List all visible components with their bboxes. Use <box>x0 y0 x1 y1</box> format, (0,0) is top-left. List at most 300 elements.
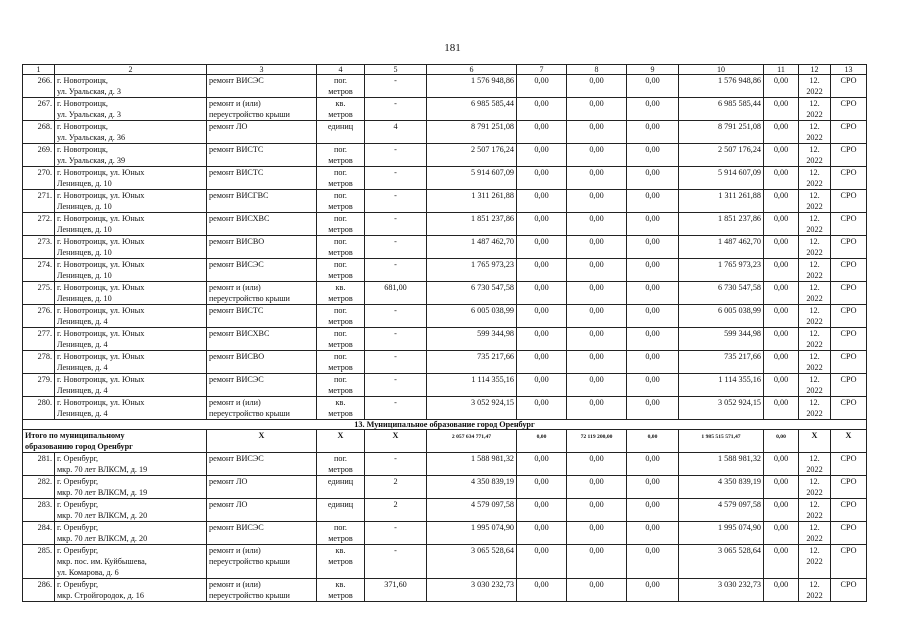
cost-col8-cell: 0,00 <box>567 75 627 98</box>
unit-cell: пог. метров <box>317 144 365 167</box>
column-header: 1 <box>23 65 55 75</box>
work-type-cell: ремонт ВИСВО <box>207 236 317 259</box>
quantity-cell: - <box>365 351 427 374</box>
cost-col11-cell: 0,00 <box>764 75 799 98</box>
address-cell: г. Новотроицк, ул. Юных Ленинцев, д. 4 <box>55 374 207 397</box>
column-header: 9 <box>627 65 679 75</box>
cost-col7-cell: 0,00 <box>517 75 567 98</box>
cost-col10-cell: 4 350 839,19 <box>679 476 764 499</box>
total-col8: 72 119 200,00 <box>567 430 627 453</box>
cost-col7-cell: 0,00 <box>517 167 567 190</box>
row-number: 273. <box>23 236 55 259</box>
table-row <box>23 98 867 121</box>
work-type-cell: ремонт и (или) переустройство крыши <box>207 397 317 420</box>
x-mark: X <box>317 430 365 453</box>
total-cost-cell: 1 588 981,32 <box>427 453 517 476</box>
column-header: 10 <box>679 65 764 75</box>
total-label: Итого по муниципальному образованию город Оренбург <box>23 430 207 453</box>
cost-col9-cell: 0,00 <box>627 98 679 121</box>
cost-col7-cell: 0,00 <box>517 259 567 282</box>
total-col9: 0,00 <box>627 430 679 453</box>
cost-col8-cell: 0,00 <box>567 499 627 522</box>
address-cell: г. Новотроицк, ул. Уральская, д. 36 <box>55 121 207 144</box>
cost-col9-cell: 0,00 <box>627 351 679 374</box>
cost-col7-cell: 0,00 <box>517 236 567 259</box>
x-mark: X <box>799 430 831 453</box>
total-cost-cell: 1 995 074,90 <box>427 522 517 545</box>
work-type-cell: ремонт ЛО <box>207 476 317 499</box>
table-row <box>23 75 867 98</box>
column-header: 7 <box>517 65 567 75</box>
total-cost-cell: 1 487 462,70 <box>427 236 517 259</box>
cost-col9-cell: 0,00 <box>627 397 679 420</box>
column-header: 4 <box>317 65 365 75</box>
column-header: 6 <box>427 65 517 75</box>
row-number: 269. <box>23 144 55 167</box>
cost-col8-cell: 0,00 <box>567 259 627 282</box>
cost-col9-cell: 0,00 <box>627 499 679 522</box>
table-row <box>23 522 867 545</box>
table-row <box>23 476 867 499</box>
address-cell: г. Новотроицк, ул. Юных Ленинцев, д. 4 <box>55 351 207 374</box>
method-cell: СРО <box>831 397 867 420</box>
work-type-cell: ремонт ВИСТС <box>207 305 317 328</box>
cost-col7-cell: 0,00 <box>517 374 567 397</box>
unit-cell: пог. метров <box>317 259 365 282</box>
column-number-row <box>23 65 867 75</box>
cost-col10-cell: 6 730 547,58 <box>679 282 764 305</box>
address-cell: г. Новотроицк, ул. Юных Ленинцев, д. 10 <box>55 167 207 190</box>
address-cell: г. Новотроицк, ул. Уральская, д. 39 <box>55 144 207 167</box>
deadline-cell: 12. 2022 <box>799 351 831 374</box>
column-header: 3 <box>207 65 317 75</box>
cost-col9-cell: 0,00 <box>627 328 679 351</box>
unit-cell: пог. метров <box>317 522 365 545</box>
unit-cell: кв. метров <box>317 397 365 420</box>
quantity-cell: 371,60 <box>365 579 427 602</box>
total-cost-cell: 2 507 176,24 <box>427 144 517 167</box>
cost-col9-cell: 0,00 <box>627 144 679 167</box>
x-mark: X <box>207 430 317 453</box>
cost-col11-cell: 0,00 <box>764 453 799 476</box>
row-number: 274. <box>23 259 55 282</box>
method-cell: СРО <box>831 190 867 213</box>
method-cell: СРО <box>831 579 867 602</box>
cost-col11-cell: 0,00 <box>764 98 799 121</box>
cost-col9-cell: 0,00 <box>627 259 679 282</box>
cost-col10-cell: 599 344,98 <box>679 328 764 351</box>
row-number: 283. <box>23 499 55 522</box>
work-type-cell: ремонт ВИСЭС <box>207 374 317 397</box>
cost-col11-cell: 0,00 <box>764 579 799 602</box>
cost-col11-cell: 0,00 <box>764 167 799 190</box>
quantity-cell: - <box>365 397 427 420</box>
cost-col7-cell: 0,00 <box>517 328 567 351</box>
table-row <box>23 282 867 305</box>
deadline-cell: 12. 2022 <box>799 144 831 167</box>
address-cell: г. Оренбург, мкр. 70 лет ВЛКСМ, д. 19 <box>55 453 207 476</box>
total-cost-cell: 4 350 839,19 <box>427 476 517 499</box>
method-cell: СРО <box>831 328 867 351</box>
cost-col8-cell: 0,00 <box>567 144 627 167</box>
deadline-cell: 12. 2022 <box>799 121 831 144</box>
total-cost-cell: 5 914 607,09 <box>427 167 517 190</box>
cost-col7-cell: 0,00 <box>517 522 567 545</box>
unit-cell: кв. метров <box>317 282 365 305</box>
deadline-cell: 12. 2022 <box>799 213 831 236</box>
cost-col10-cell: 6 005 038,99 <box>679 305 764 328</box>
row-number: 271. <box>23 190 55 213</box>
deadline-cell: 12. 2022 <box>799 397 831 420</box>
address-cell: г. Оренбург, мкр. 70 лет ВЛКСМ, д. 20 <box>55 522 207 545</box>
address-cell: г. Новотроицк, ул. Юных Ленинцев, д. 10 <box>55 190 207 213</box>
cost-col8-cell: 0,00 <box>567 121 627 144</box>
cost-col7-cell: 0,00 <box>517 579 567 602</box>
cost-col8-cell: 0,00 <box>567 167 627 190</box>
total-cost-cell: 599 344,98 <box>427 328 517 351</box>
cost-col11-cell: 0,00 <box>764 282 799 305</box>
cost-col8-cell: 0,00 <box>567 236 627 259</box>
table-row <box>23 144 867 167</box>
row-number: 270. <box>23 167 55 190</box>
cost-col10-cell: 735 217,66 <box>679 351 764 374</box>
method-cell: СРО <box>831 236 867 259</box>
cost-col7-cell: 0,00 <box>517 121 567 144</box>
quantity-cell: 2 <box>365 499 427 522</box>
page-number: 181 <box>444 42 461 54</box>
quantity-cell: - <box>365 453 427 476</box>
column-header: 8 <box>567 65 627 75</box>
work-type-cell: ремонт ВИСЭС <box>207 453 317 476</box>
cost-col11-cell: 0,00 <box>764 351 799 374</box>
cost-col10-cell: 6 985 585,44 <box>679 98 764 121</box>
quantity-cell: - <box>365 98 427 121</box>
cost-col10-cell: 1 995 074,90 <box>679 522 764 545</box>
table-row <box>23 167 867 190</box>
cost-col8-cell: 0,00 <box>567 545 627 579</box>
cost-col11-cell: 0,00 <box>764 328 799 351</box>
cost-col8-cell: 0,00 <box>567 579 627 602</box>
deadline-cell: 12. 2022 <box>799 236 831 259</box>
cost-col10-cell: 1 487 462,70 <box>679 236 764 259</box>
cost-col10-cell: 1 851 237,86 <box>679 213 764 236</box>
total-cost-cell: 3 052 924,15 <box>427 397 517 420</box>
method-cell: СРО <box>831 476 867 499</box>
total-cost-cell: 6 730 547,58 <box>427 282 517 305</box>
method-cell: СРО <box>831 305 867 328</box>
deadline-cell: 12. 2022 <box>799 167 831 190</box>
address-cell: г. Оренбург, мкр. 70 лет ВЛКСМ, д. 20 <box>55 499 207 522</box>
column-header: 2 <box>55 65 207 75</box>
work-type-cell: ремонт ВИСЭС <box>207 259 317 282</box>
cost-col11-cell: 0,00 <box>764 121 799 144</box>
deadline-cell: 12. 2022 <box>799 374 831 397</box>
unit-cell: пог. метров <box>317 305 365 328</box>
method-cell: СРО <box>831 167 867 190</box>
cost-col8-cell: 0,00 <box>567 351 627 374</box>
total-col10: 1 985 515 571,47 <box>679 430 764 453</box>
cost-col11-cell: 0,00 <box>764 522 799 545</box>
unit-cell: единиц <box>317 499 365 522</box>
address-cell: г. Новотроицк, ул. Уральская, д. 3 <box>55 98 207 121</box>
cost-col8-cell: 0,00 <box>567 397 627 420</box>
method-cell: СРО <box>831 121 867 144</box>
cost-col7-cell: 0,00 <box>517 144 567 167</box>
row-number: 282. <box>23 476 55 499</box>
x-mark: X <box>831 430 867 453</box>
x-mark: X <box>365 430 427 453</box>
cost-col10-cell: 3 052 924,15 <box>679 397 764 420</box>
row-number: 278. <box>23 351 55 374</box>
table-row <box>23 374 867 397</box>
unit-cell: пог. метров <box>317 328 365 351</box>
cost-col7-cell: 0,00 <box>517 213 567 236</box>
address-cell: г. Новотроицк, ул. Юных Ленинцев, д. 4 <box>55 397 207 420</box>
cost-col9-cell: 0,00 <box>627 167 679 190</box>
total-cost-cell: 8 791 251,08 <box>427 121 517 144</box>
cost-col8-cell: 0,00 <box>567 213 627 236</box>
table-row <box>23 351 867 374</box>
cost-col8-cell: 0,00 <box>567 98 627 121</box>
section-header-row <box>23 420 867 430</box>
unit-cell: пог. метров <box>317 374 365 397</box>
deadline-cell: 12. 2022 <box>799 579 831 602</box>
work-type-cell: ремонт ВИСХВС <box>207 213 317 236</box>
row-number: 286. <box>23 579 55 602</box>
cost-col8-cell: 0,00 <box>567 328 627 351</box>
table-row <box>23 213 867 236</box>
row-number: 281. <box>23 453 55 476</box>
row-number: 275. <box>23 282 55 305</box>
unit-cell: пог. метров <box>317 167 365 190</box>
quantity-cell: - <box>365 522 427 545</box>
total-cost-cell: 1 114 355,16 <box>427 374 517 397</box>
table-row <box>23 121 867 144</box>
cost-col9-cell: 0,00 <box>627 236 679 259</box>
cost-col7-cell: 0,00 <box>517 476 567 499</box>
unit-cell: пог. метров <box>317 236 365 259</box>
cost-col9-cell: 0,00 <box>627 190 679 213</box>
unit-cell: кв. метров <box>317 579 365 602</box>
row-number: 284. <box>23 522 55 545</box>
cost-col11-cell: 0,00 <box>764 499 799 522</box>
quantity-cell: - <box>365 328 427 351</box>
row-number: 280. <box>23 397 55 420</box>
work-type-cell: ремонт и (или) переустройство крыши <box>207 545 317 579</box>
unit-cell: пог. метров <box>317 75 365 98</box>
method-cell: СРО <box>831 282 867 305</box>
cost-col7-cell: 0,00 <box>517 499 567 522</box>
cost-col10-cell: 3 065 528,64 <box>679 545 764 579</box>
column-header: 13 <box>831 65 867 75</box>
cost-col8-cell: 0,00 <box>567 453 627 476</box>
work-type-cell: ремонт ЛО <box>207 121 317 144</box>
row-number: 277. <box>23 328 55 351</box>
cost-col11-cell: 0,00 <box>764 305 799 328</box>
method-cell: СРО <box>831 499 867 522</box>
quantity-cell: - <box>365 374 427 397</box>
cost-col9-cell: 0,00 <box>627 579 679 602</box>
cost-col11-cell: 0,00 <box>764 545 799 579</box>
table-row <box>23 453 867 476</box>
unit-cell: кв. метров <box>317 545 365 579</box>
cost-col9-cell: 0,00 <box>627 522 679 545</box>
deadline-cell: 12. 2022 <box>799 259 831 282</box>
total-cost-cell: 4 579 097,58 <box>427 499 517 522</box>
address-cell: г. Новотроицк, ул. Юных Ленинцев, д. 10 <box>55 282 207 305</box>
address-cell: г. Новотроицк, ул. Уральская, д. 3 <box>55 75 207 98</box>
cost-col7-cell: 0,00 <box>517 305 567 328</box>
cost-col7-cell: 0,00 <box>517 351 567 374</box>
deadline-cell: 12. 2022 <box>799 522 831 545</box>
cost-col10-cell: 3 030 232,73 <box>679 579 764 602</box>
total-cost-cell: 1 765 973,23 <box>427 259 517 282</box>
row-number: 272. <box>23 213 55 236</box>
row-number: 279. <box>23 374 55 397</box>
unit-cell: единиц <box>317 476 365 499</box>
work-type-cell: ремонт и (или) переустройство крыши <box>207 579 317 602</box>
method-cell: СРО <box>831 75 867 98</box>
deadline-cell: 12. 2022 <box>799 328 831 351</box>
cost-col9-cell: 0,00 <box>627 374 679 397</box>
work-type-cell: ремонт ЛО <box>207 499 317 522</box>
column-header: 11 <box>764 65 799 75</box>
cost-col7-cell: 0,00 <box>517 98 567 121</box>
deadline-cell: 12. 2022 <box>799 476 831 499</box>
work-type-cell: ремонт ВИСТС <box>207 144 317 167</box>
cost-col9-cell: 0,00 <box>627 282 679 305</box>
quantity-cell: - <box>365 305 427 328</box>
unit-cell: кв. метров <box>317 98 365 121</box>
deadline-cell: 12. 2022 <box>799 545 831 579</box>
cost-col9-cell: 0,00 <box>627 75 679 98</box>
quantity-cell: - <box>365 545 427 579</box>
address-cell: г. Новотроицк, ул. Юных Ленинцев, д. 10 <box>55 213 207 236</box>
total-row <box>23 430 867 453</box>
cost-col11-cell: 0,00 <box>764 397 799 420</box>
cost-col8-cell: 0,00 <box>567 190 627 213</box>
cost-col11-cell: 0,00 <box>764 476 799 499</box>
cost-col7-cell: 0,00 <box>517 453 567 476</box>
cost-col9-cell: 0,00 <box>627 545 679 579</box>
total-cost: 2 057 634 771,47 <box>427 430 517 453</box>
quantity-cell: - <box>365 190 427 213</box>
unit-cell: пог. метров <box>317 453 365 476</box>
total-cost-cell: 6 985 585,44 <box>427 98 517 121</box>
cost-col10-cell: 4 579 097,58 <box>679 499 764 522</box>
cost-col7-cell: 0,00 <box>517 397 567 420</box>
total-cost-cell: 3 065 528,64 <box>427 545 517 579</box>
deadline-cell: 12. 2022 <box>799 190 831 213</box>
quantity-cell: - <box>365 75 427 98</box>
cost-col10-cell: 2 507 176,24 <box>679 144 764 167</box>
method-cell: СРО <box>831 98 867 121</box>
cost-col9-cell: 0,00 <box>627 305 679 328</box>
row-number: 267. <box>23 98 55 121</box>
method-cell: СРО <box>831 522 867 545</box>
cost-col11-cell: 0,00 <box>764 236 799 259</box>
cost-col9-cell: 0,00 <box>627 121 679 144</box>
address-cell: г. Оренбург, мкр. пос. им. Куйбышева, ул. Комарова, д. 6 <box>55 545 207 579</box>
cost-col10-cell: 1 765 973,23 <box>679 259 764 282</box>
row-number: 266. <box>23 75 55 98</box>
method-cell: СРО <box>831 351 867 374</box>
cost-col11-cell: 0,00 <box>764 213 799 236</box>
table-row <box>23 499 867 522</box>
cost-col11-cell: 0,00 <box>764 374 799 397</box>
quantity-cell: 681,00 <box>365 282 427 305</box>
cost-col10-cell: 5 914 607,09 <box>679 167 764 190</box>
cost-col7-cell: 0,00 <box>517 190 567 213</box>
total-cost-cell: 1 851 237,86 <box>427 213 517 236</box>
work-type-cell: ремонт ВИСЭС <box>207 75 317 98</box>
row-number: 285. <box>23 545 55 579</box>
method-cell: СРО <box>831 453 867 476</box>
work-type-cell: ремонт ВИСТС <box>207 167 317 190</box>
table-row <box>23 259 867 282</box>
method-cell: СРО <box>831 545 867 579</box>
cost-col8-cell: 0,00 <box>567 374 627 397</box>
unit-cell: единиц <box>317 121 365 144</box>
deadline-cell: 12. 2022 <box>799 75 831 98</box>
column-header: 12 <box>799 65 831 75</box>
column-header: 5 <box>365 65 427 75</box>
cost-col8-cell: 0,00 <box>567 476 627 499</box>
cost-col10-cell: 1 576 948,86 <box>679 75 764 98</box>
table-row <box>23 328 867 351</box>
quantity-cell: - <box>365 236 427 259</box>
total-cost-cell: 3 030 232,73 <box>427 579 517 602</box>
cost-col10-cell: 1 114 355,16 <box>679 374 764 397</box>
work-type-cell: ремонт ВИСВО <box>207 351 317 374</box>
cost-col8-cell: 0,00 <box>567 282 627 305</box>
cost-col9-cell: 0,00 <box>627 453 679 476</box>
cost-col11-cell: 0,00 <box>764 259 799 282</box>
table-row <box>23 236 867 259</box>
quantity-cell: - <box>365 213 427 236</box>
cost-col7-cell: 0,00 <box>517 282 567 305</box>
total-cost-cell: 1 311 261,88 <box>427 190 517 213</box>
address-cell: г. Новотроицк, ул. Юных Ленинцев, д. 4 <box>55 305 207 328</box>
cost-col9-cell: 0,00 <box>627 213 679 236</box>
unit-cell: пог. метров <box>317 351 365 374</box>
row-number: 268. <box>23 121 55 144</box>
row-number: 276. <box>23 305 55 328</box>
quantity-cell: - <box>365 144 427 167</box>
method-cell: СРО <box>831 213 867 236</box>
cost-col10-cell: 1 588 981,32 <box>679 453 764 476</box>
deadline-cell: 12. 2022 <box>799 98 831 121</box>
work-type-cell: ремонт ВИСГВС <box>207 190 317 213</box>
cost-col7-cell: 0,00 <box>517 545 567 579</box>
method-cell: СРО <box>831 374 867 397</box>
quantity-cell: - <box>365 259 427 282</box>
quantity-cell: 4 <box>365 121 427 144</box>
table-row <box>23 397 867 420</box>
deadline-cell: 12. 2022 <box>799 453 831 476</box>
work-type-cell: ремонт и (или) переустройство крыши <box>207 282 317 305</box>
cost-col11-cell: 0,00 <box>764 144 799 167</box>
address-cell: г. Новотроицк, ул. Юных Ленинцев, д. 4 <box>55 328 207 351</box>
address-cell: г. Новотроицк, ул. Юных Ленинцев, д. 10 <box>55 236 207 259</box>
capital-repair-table <box>22 64 867 602</box>
deadline-cell: 12. 2022 <box>799 305 831 328</box>
deadline-cell: 12. 2022 <box>799 282 831 305</box>
total-cost-cell: 1 576 948,86 <box>427 75 517 98</box>
method-cell: СРО <box>831 144 867 167</box>
total-cost-cell: 6 005 038,99 <box>427 305 517 328</box>
address-cell: г. Оренбург, мкр. 70 лет ВЛКСМ, д. 19 <box>55 476 207 499</box>
